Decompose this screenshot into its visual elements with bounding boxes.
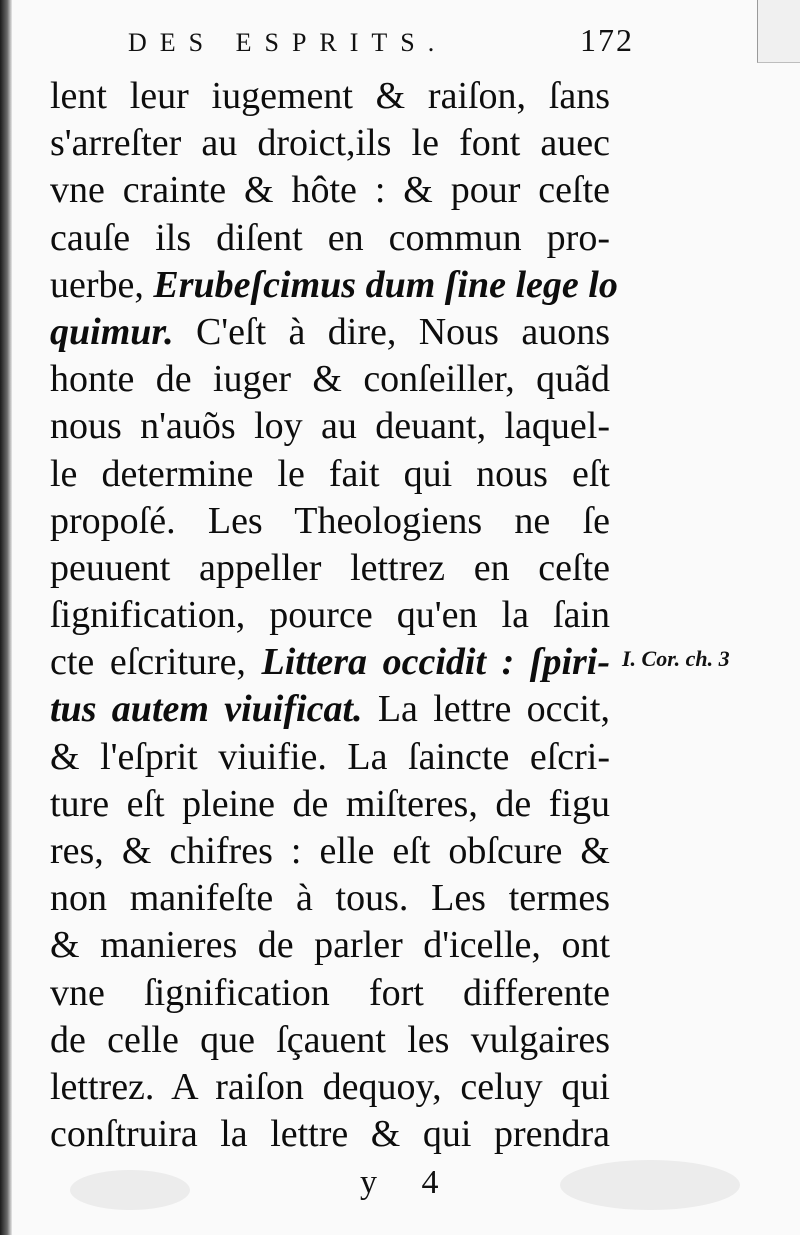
text-line <box>50 451 610 498</box>
text-line <box>50 1017 610 1064</box>
margin-note: I. Cor. ch. 3 <box>622 646 730 671</box>
text-segment: de celle que ſçauent les vulgaires <box>50 1018 610 1061</box>
text-segment: conſtruira la lettre & qui prendra <box>50 1113 610 1156</box>
text-line <box>50 922 610 969</box>
binding-shadow <box>0 0 12 1235</box>
running-head <box>128 22 634 62</box>
text-line <box>50 545 610 592</box>
text-line <box>50 356 610 403</box>
body-text <box>50 73 618 1158</box>
text-segment: & l'eſprit viuifie. La ſaincte eſcri- <box>50 735 610 778</box>
text-segment: le determine le fait qui nous eſt <box>50 452 610 495</box>
text-line <box>50 73 610 120</box>
text-segment: res, & chifres : elle eſt obſcure & <box>50 830 610 872</box>
latin-quotation: Littera occidit : ſpiri- <box>261 641 610 684</box>
latin-quotation: tus autem viuificat. <box>50 688 363 731</box>
text-segment: & manieres de parler d'icelle, ont <box>50 924 610 967</box>
text-segment: ſignification, pource qu'en la ſain <box>50 594 610 637</box>
paper-stain <box>70 1170 190 1210</box>
text-line <box>50 592 610 639</box>
text-segment: s'arreſter au droict,ils le font auec <box>50 122 610 165</box>
text-line <box>50 498 610 545</box>
text-line <box>50 639 610 686</box>
text-segment: vne ſignification fort differente <box>50 971 610 1014</box>
text-segment: propoſé. Les Theologiens ne ſe <box>50 499 610 542</box>
text-segment: lent leur iugement & raiſon, ſans <box>50 75 610 117</box>
text-segment: La lettre occit, <box>362 688 610 731</box>
latin-quotation: quimur. <box>50 310 174 353</box>
text-line <box>50 781 610 828</box>
text-segment: nous n'auõs loy au deuant, laquel- <box>50 405 610 448</box>
page-corner <box>757 0 800 63</box>
text-segment: vne crainte & hôte : & pour ceſte <box>50 169 610 212</box>
text-line <box>50 262 618 309</box>
running-title: DES ESPRITS. <box>128 28 448 57</box>
text-line <box>50 1111 610 1158</box>
page-number: 172 <box>580 22 634 58</box>
signature-mark: y 4 <box>360 1164 457 1201</box>
text-line <box>50 828 610 875</box>
text-line <box>50 970 610 1017</box>
text-line <box>50 686 610 733</box>
paper-stain <box>560 1160 740 1210</box>
text-segment: honte de iuger & conſeiller, quãd <box>50 358 610 401</box>
text-segment: ture eſt pleine de miſteres, de figu <box>50 782 610 825</box>
text-segment: lettrez. A raiſon dequoy, celuy qui <box>50 1065 610 1108</box>
text-line <box>50 215 610 262</box>
text-segment: cte eſcriture, <box>50 641 262 684</box>
text-line <box>50 734 610 781</box>
text-segment: C'eſt à dire, Nous auons <box>173 310 610 353</box>
text-line <box>50 167 610 214</box>
text-line <box>50 120 610 167</box>
text-segment: cauſe ils diſent en commun pro- <box>50 216 610 259</box>
text-segment: uerbe, <box>50 263 154 306</box>
text-segment: peuuent appeller lettrez en ceſte <box>50 546 610 589</box>
text-line <box>50 1064 610 1111</box>
text-line <box>50 309 610 356</box>
text-line <box>50 403 610 450</box>
text-line <box>50 875 610 922</box>
latin-quotation: Erubeſcimus dum ſine lege lo <box>153 263 618 306</box>
text-segment: non manifeſte à tous. Les termes <box>50 877 610 920</box>
